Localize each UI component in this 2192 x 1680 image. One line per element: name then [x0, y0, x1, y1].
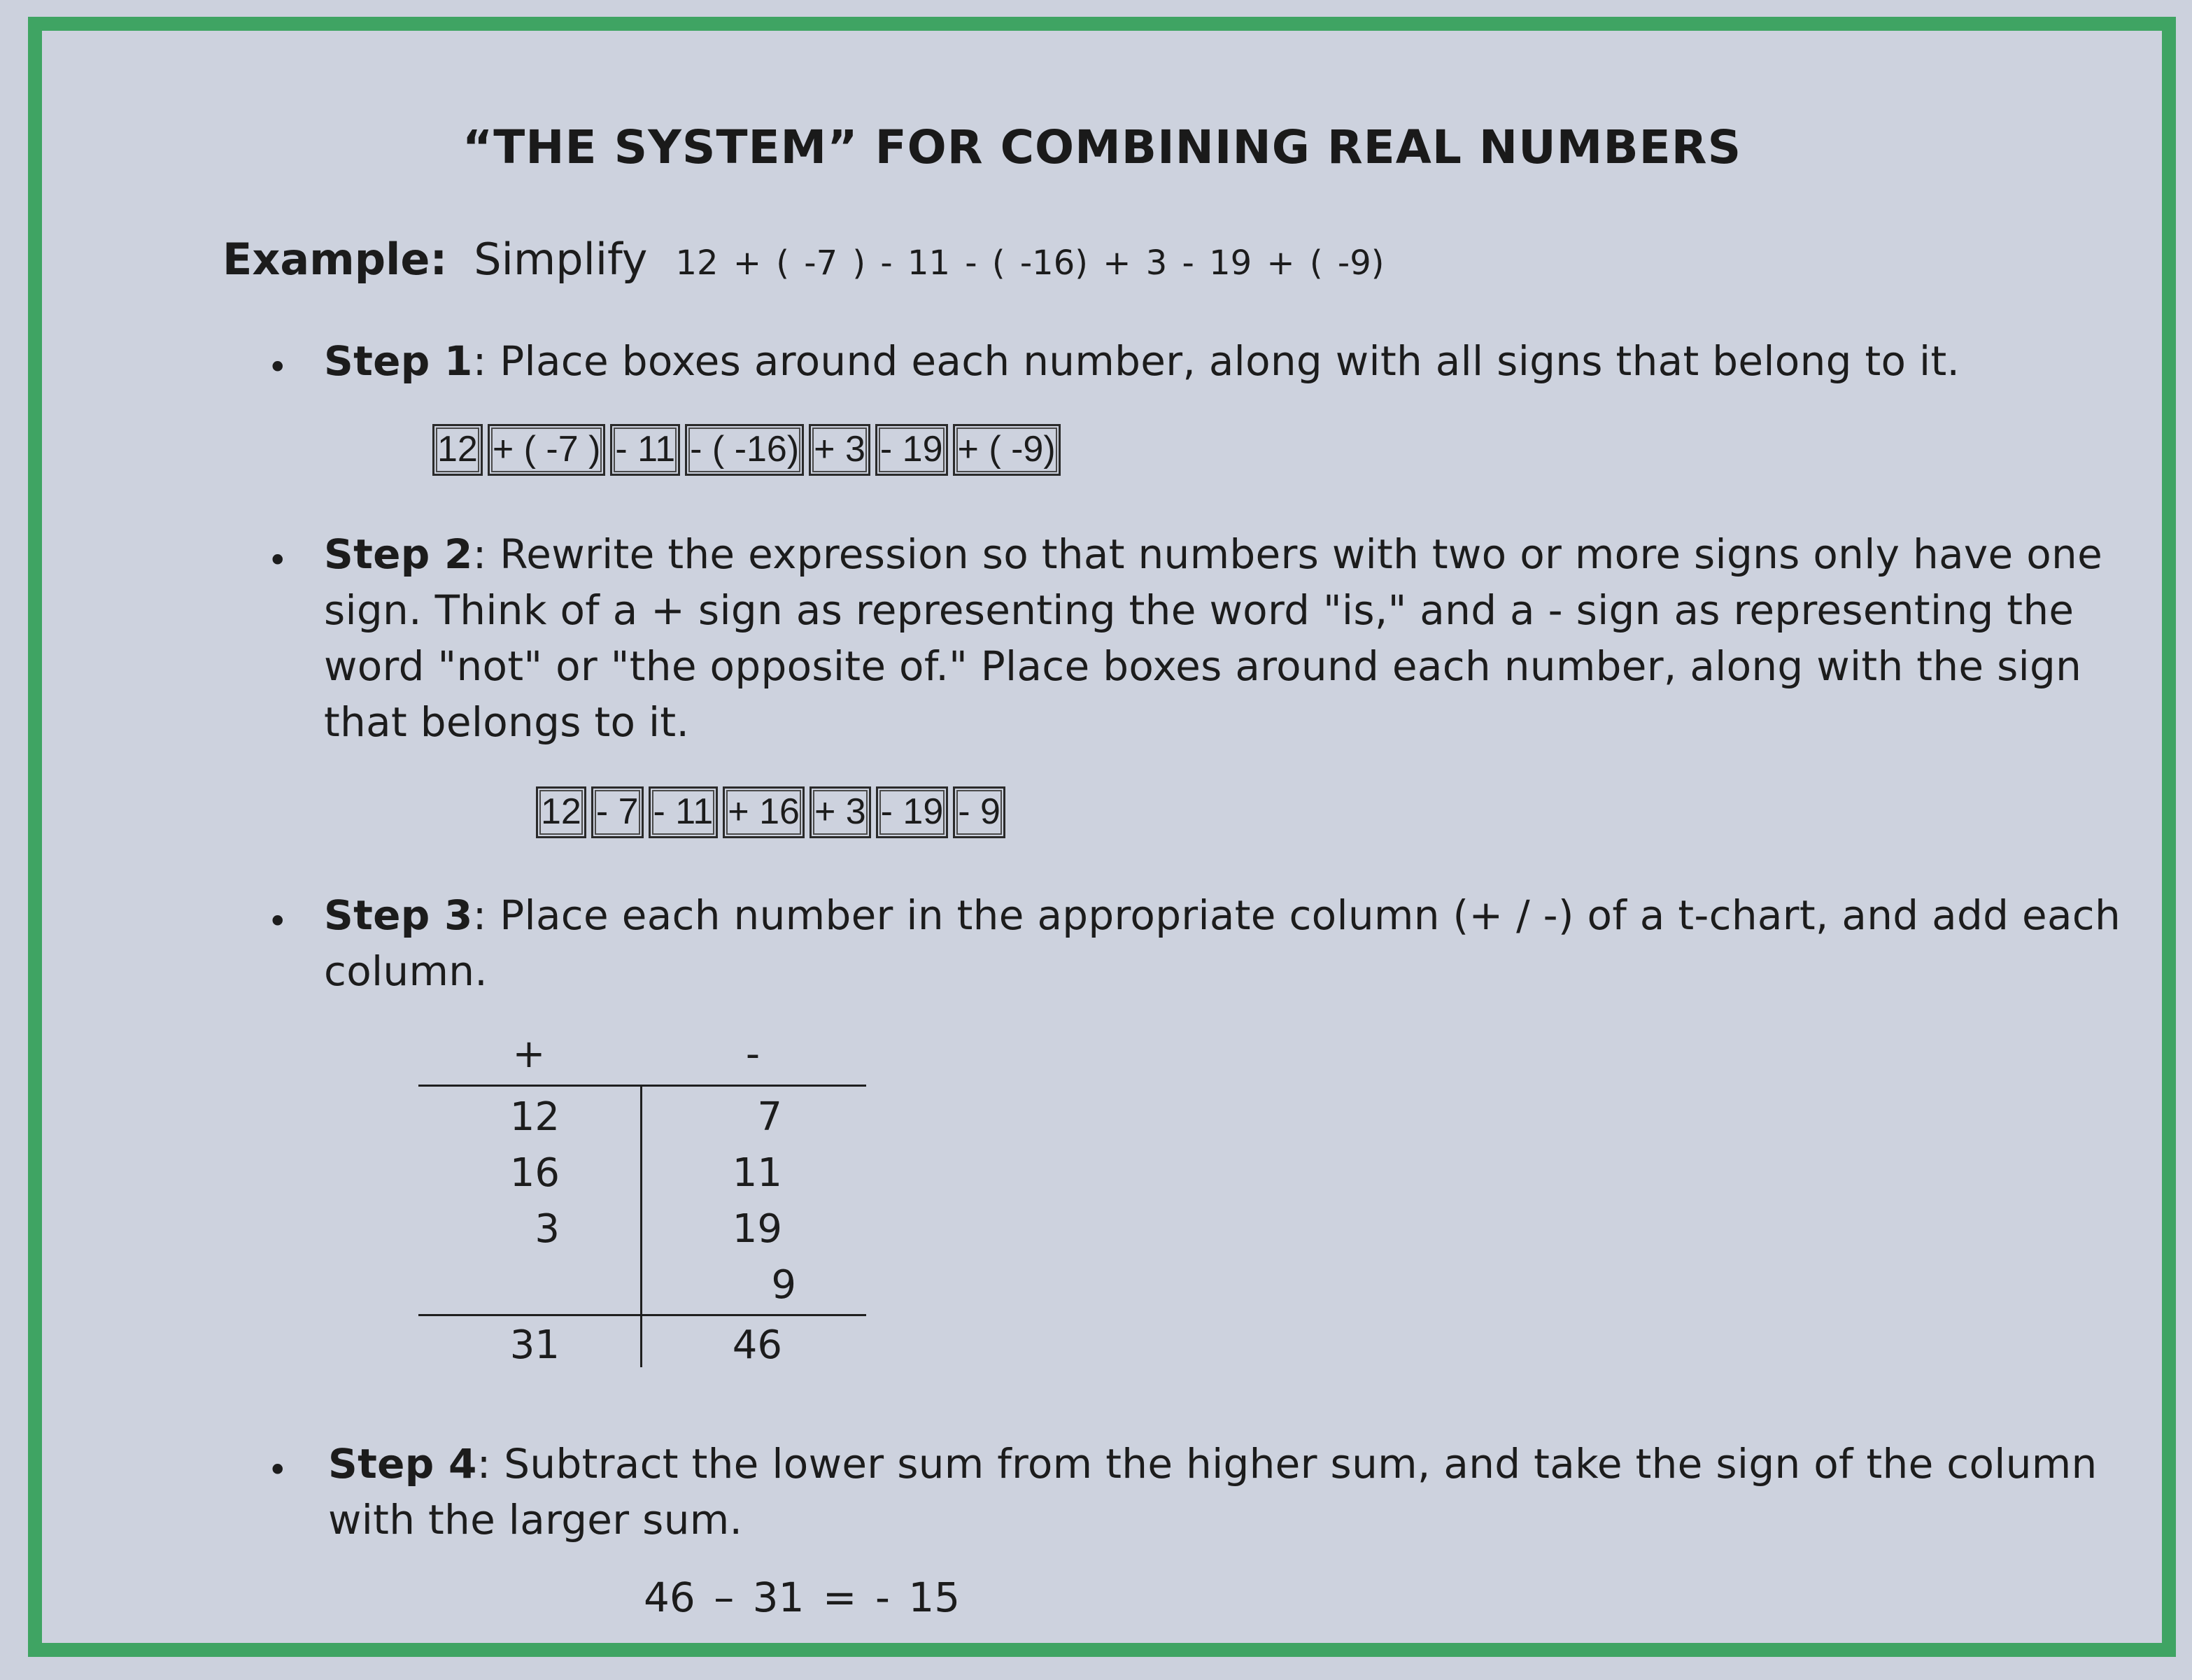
step-2-box: - 19	[876, 786, 949, 838]
worksheet-frame	[28, 17, 2176, 1657]
step-1	[324, 333, 2143, 389]
step-2-text: : Rewrite the expression so that numbers with two or more signs only have one sign. Think of a + sign as representing the word "is," and a - sign as representing the word "not" or "the opposite of." Place boxes around each number, along with the sign that belongs to it.	[324, 530, 2103, 746]
step-1-box: - 11	[610, 424, 680, 476]
step-2-box: + 3	[809, 786, 871, 838]
final-equation: 46 – 31 = - 15	[644, 1574, 961, 1621]
step-2-box: - 11	[649, 786, 719, 838]
t-chart-plus-header: +	[512, 1031, 546, 1077]
step-1-box: - 19	[875, 424, 948, 476]
step-1-box: + ( -7 )	[488, 424, 606, 476]
step-2-box: + 16	[723, 786, 805, 838]
t-chart-minus-sum: 46	[732, 1322, 782, 1368]
bullet-step-4: •	[267, 1450, 288, 1490]
step-1-box: 12	[432, 424, 483, 476]
step-2-boxed-expression	[536, 786, 1005, 838]
t-chart-divider	[640, 1085, 642, 1367]
t-chart-plus-value: 16	[509, 1150, 560, 1196]
step-3-text: : Place each number in the appropriate column (+ / -) of a t-chart, and add each column.	[324, 891, 2121, 995]
t-chart-minus-value: 9	[771, 1262, 796, 1308]
example-label: Example:	[222, 234, 448, 285]
step-3-label: Step 3	[324, 891, 473, 939]
step-2-box: 12	[536, 786, 586, 838]
t-chart-plus-value: 12	[509, 1094, 560, 1140]
t-chart-minus-header: -	[745, 1031, 761, 1077]
example-verb: Simplify	[474, 234, 648, 285]
bullet-step-1: •	[267, 347, 288, 388]
bullet-step-3: •	[267, 901, 288, 942]
step-4-label: Step 4	[328, 1440, 477, 1488]
step-4-text: : Subtract the lower sum from the higher sum, and take the sign of the column with the larger sum.	[328, 1440, 2098, 1544]
t-chart-plus-sum: 31	[509, 1322, 560, 1368]
step-1-box: - ( -16)	[685, 424, 804, 476]
t-chart-minus-value: 11	[732, 1150, 782, 1196]
t-chart-top-rule	[418, 1085, 866, 1087]
t-chart-minus-value: 19	[732, 1206, 782, 1252]
step-2-label: Step 2	[324, 530, 473, 578]
t-chart-plus-value: 3	[535, 1206, 560, 1252]
page-title: “THE SYSTEM” FOR COMBINING REAL NUMBERS	[462, 120, 1742, 174]
step-1-box: + ( -9)	[953, 424, 1061, 476]
t-chart-minus-value: 7	[757, 1094, 782, 1140]
example-expression: 12 + ( -7 ) - 11 - ( -16) + 3 - 19 + ( -9)	[675, 243, 1385, 283]
example-line	[222, 234, 1384, 285]
step-1-boxed-expression	[432, 424, 1061, 476]
t-chart	[418, 1031, 866, 1385]
step-1-label: Step 1	[324, 337, 473, 385]
t-chart-sum-rule	[418, 1314, 866, 1316]
step-1-text: : Place boxes around each number, along with all signs that belong to it.	[472, 337, 1960, 385]
step-2-box: - 7	[591, 786, 644, 838]
step-2-box: - 9	[953, 786, 1005, 838]
step-2	[324, 526, 2143, 750]
step-1-box: + 3	[809, 424, 870, 476]
step-4	[328, 1436, 2147, 1548]
step-3	[324, 887, 2143, 999]
bullet-step-2: •	[267, 540, 288, 581]
